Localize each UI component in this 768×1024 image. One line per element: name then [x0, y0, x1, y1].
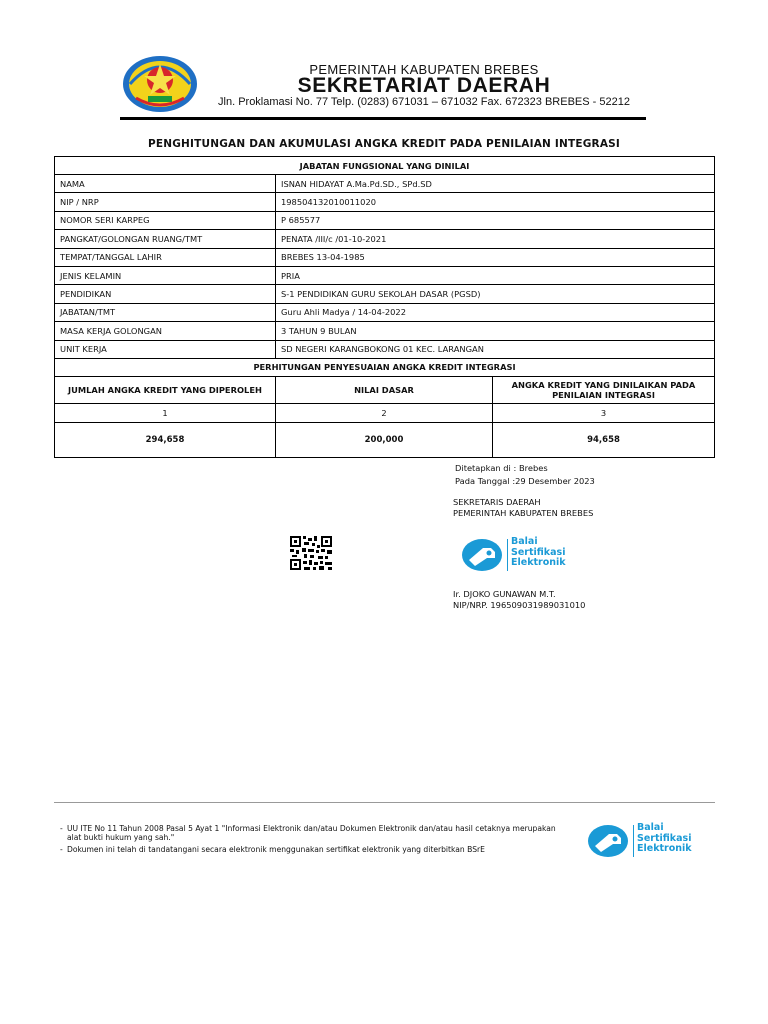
field-value: BREBES 13-04-1985 [276, 248, 715, 266]
field-label: UNIT KERJA [55, 340, 276, 358]
field-value: 198504132010011020 [276, 193, 715, 211]
field-value: S-1 PENDIDIKAN GURU SEKOLAH DASAR (PGSD) [276, 285, 715, 303]
legal-note: UU ITE No 11 Tahun 2008 Pasal 5 Ayat 1 "Informasi Elektronik dan/atau Dokumen Elektronik dan/atau hasil cetaknya merupakan alat bukti hukum yang sah." [67, 824, 556, 842]
place-value: : Brebes [513, 463, 548, 473]
bsre-line3: Elektronik [511, 557, 566, 568]
date-line [455, 476, 595, 486]
field-label: NAMA [55, 175, 276, 193]
government-name: PEMERINTAH KABUPATEN BREBES [309, 62, 539, 77]
integrated-credit-value: 94,658 [493, 422, 715, 457]
table-row [55, 211, 715, 229]
bsre-divider [507, 539, 508, 571]
bsre-line2: Sertifikasi [637, 832, 692, 844]
footer-bullet-1: - [60, 824, 63, 833]
footer-divider [54, 802, 715, 803]
office-address: Jln. Proklamasi No. 77 Telp. (0283) 671031 – 671032 Fax. 672323 BREBES - 52212 [218, 96, 630, 108]
calc-number-row [55, 403, 715, 422]
table-row [55, 248, 715, 266]
field-label: NIP / NRP [55, 193, 276, 211]
field-value: SD NEGERI KARANGBOKONG 01 KEC. LARANGAN [276, 340, 715, 358]
field-label: NOMOR SERI KARPEG [55, 211, 276, 229]
column-number: 2 [276, 403, 493, 422]
field-value: PRIA [276, 266, 715, 284]
signer-name: Ir. DJOKO GUNAWAN M.T. [453, 589, 556, 599]
calc-header-row [55, 376, 715, 403]
calc-value-row [55, 422, 715, 457]
field-label: PANGKAT/GOLONGAN RUANG/TMT [55, 230, 276, 248]
signature-note: Dokumen ini telah di tandatangani secara elektronik menggunakan sertifikat elektronik yang diterbitkan BSrE [67, 845, 485, 854]
bsre-emblem-icon [461, 538, 503, 572]
bsre-logo [461, 536, 581, 576]
table-row [55, 266, 715, 284]
field-label: JENIS KELAMIN [55, 266, 276, 284]
field-label: TEMPAT/TANGGAL LAHIR [55, 248, 276, 266]
table-row [55, 175, 715, 193]
table-row [55, 193, 715, 211]
column-number: 1 [55, 403, 276, 422]
qr-code-icon [290, 536, 332, 570]
table-row [55, 340, 715, 358]
field-value: Guru Ahli Madya / 14-04-2022 [276, 303, 715, 321]
bsre-line3: Elektronik [637, 843, 692, 854]
section1-title: JABATAN FUNGSIONAL YANG DINILAI [55, 157, 715, 175]
calc-column-header: ANGKA KREDIT YANG DINILAIKAN PADA PENILAIAN INTEGRASI [493, 376, 715, 403]
field-value: PENATA /III/c /01-10-2021 [276, 230, 715, 248]
field-value: ISNAN HIDAYAT A.Ma.Pd.SD., SPd.SD [276, 175, 715, 193]
base-value: 200,000 [276, 422, 493, 457]
bsre-line1: Balai [637, 822, 664, 833]
section-header-row [55, 358, 715, 376]
field-label: PENDIDIKAN [55, 285, 276, 303]
signer-nip: NIP/NRP. 196509031989031010 [453, 600, 586, 610]
field-label: MASA KERJA GOLONGAN [55, 322, 276, 340]
field-value: P 685577 [276, 211, 715, 229]
office-name: SEKRETARIAT DAERAH [297, 74, 551, 97]
field-label: JABATAN/TMT [55, 303, 276, 321]
section2-title: PERHITUNGAN PENYESUAIAN ANGKA KREDIT INTEGRASI [55, 358, 715, 376]
letterhead-divider [120, 117, 646, 120]
bsre-emblem-icon [587, 824, 629, 858]
field-value: 3 TAHUN 9 BULAN [276, 322, 715, 340]
bsre-line1: Balai [511, 536, 538, 547]
calc-column-header: NILAI DASAR [276, 376, 493, 403]
table-row [55, 285, 715, 303]
bsre-line2: Sertifikasi [511, 546, 566, 558]
table-row [55, 230, 715, 248]
date-value: :29 Desember 2023 [512, 476, 595, 486]
section-header-row [55, 157, 715, 175]
bsre-divider [633, 825, 634, 857]
footer-bullet-2: - [60, 845, 63, 854]
column-number: 3 [493, 403, 715, 422]
table-row [55, 303, 715, 321]
bsre-wordmark [637, 823, 692, 855]
date-label: Pada Tanggal [455, 476, 510, 486]
total-credit-value: 294,658 [55, 422, 276, 457]
table-row [55, 322, 715, 340]
assessment-table [54, 156, 715, 458]
signer-position: SEKRETARIS DAERAH [453, 497, 541, 507]
signer-institution: PEMERINTAH KABUPATEN BREBES [453, 508, 594, 518]
document-title: PENGHITUNGAN DAN AKUMULASI ANGKA KREDIT PADA PENILAIAN INTEGRASI [147, 138, 621, 150]
bsre-wordmark [511, 537, 566, 569]
calc-column-header: JUMLAH ANGKA KREDIT YANG DIPEROLEH [55, 376, 276, 403]
place-line [455, 463, 548, 473]
place-label: Ditetapkan di [455, 463, 511, 473]
bsre-footer-logo [587, 822, 707, 862]
